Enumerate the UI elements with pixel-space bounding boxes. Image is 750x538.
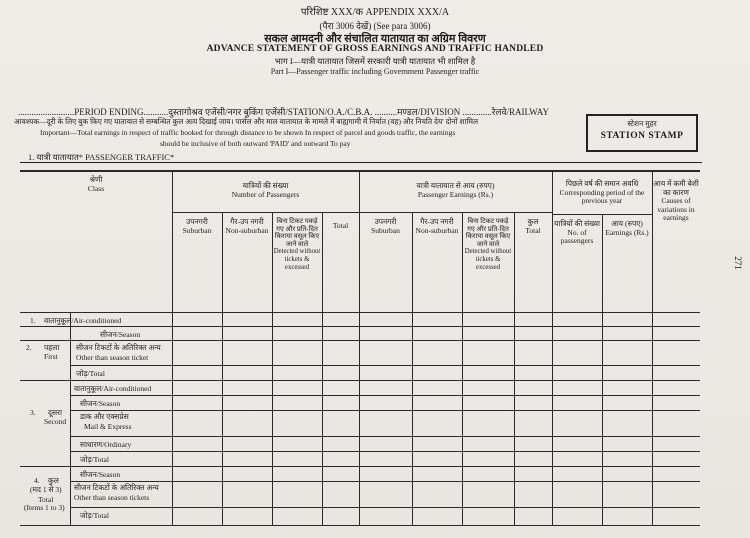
col-divider <box>652 170 653 525</box>
prev-earnings-header <box>602 220 652 237</box>
row3-mail-label: Mail & Express <box>84 422 132 431</box>
row2-hindi: पहला <box>44 343 60 352</box>
earnings-hindi: यात्री यातायात से आय (रुपए) <box>416 181 495 190</box>
earn-nonsub-header <box>412 218 462 235</box>
earn-total-en: Total <box>525 225 541 235</box>
col-divider <box>222 212 223 525</box>
earn-total-header <box>514 218 552 235</box>
row3-ac-label: वातानुकूल/Air-conditioned <box>74 384 152 393</box>
causes-hindi: आय में कमी बेशी का कारण <box>653 179 699 197</box>
section-title: 1. यात्री यातायात* PASSENGER TRAFFIC* <box>28 152 175 162</box>
row4-items-hindi: (मद 1 से 3) <box>30 485 62 494</box>
row2-total-label: जोड़/Total <box>76 369 105 378</box>
earn-detected-header <box>463 218 513 271</box>
class-header-en: Class <box>87 183 105 193</box>
num-passengers-en: Number of Passengers <box>231 189 300 199</box>
row4-total-label: Total <box>38 495 54 504</box>
prev-period-header <box>552 180 652 206</box>
suburban-header <box>172 218 222 235</box>
earn-nonsub-hindi: गैर-उप नगरी <box>420 217 454 226</box>
row-line <box>70 365 700 366</box>
row4-other-label: Other than season tickets <box>74 493 150 502</box>
row-line <box>70 451 700 452</box>
col-divider <box>514 212 515 525</box>
num-passengers-hindi: यात्रियों की संख्या <box>242 181 289 190</box>
earn-suburban-hindi: उपनगरी <box>374 217 397 226</box>
row4-season-label: सीजन/Season <box>80 470 121 479</box>
class-header-hindi: श्रेणी <box>89 175 103 184</box>
row-line <box>70 410 700 411</box>
row4-hindi: कुल <box>48 476 59 485</box>
para-reference: (पैरा 3006 देखें) (See para 3006) <box>319 21 431 31</box>
detected-header <box>273 218 321 271</box>
row-line <box>70 395 700 396</box>
detected-en: Detected without tickets & excessed <box>273 248 321 271</box>
row3-second-label: Second <box>44 417 67 426</box>
important-note: Important—Total earnings in respect of traffic booked for through distance to be shown In respect of parcel and goods traffic, the earnings <box>40 128 456 137</box>
suburban-en: Suburban <box>182 225 212 235</box>
row4-number: 4. <box>34 476 40 485</box>
row3-total-label: जोड़/Total <box>80 455 109 464</box>
row2-other-hindi: सीजन टिकटों के अतिरिक्त अन्य <box>76 343 161 352</box>
row2-other-label: Other than season ticket <box>76 353 149 362</box>
prev-period-hindi: पिछले वर्ष की समान अवधि <box>565 179 639 188</box>
earn-total-hindi: कुल <box>527 217 539 226</box>
earn-suburban-header <box>359 218 412 235</box>
nonsub-header <box>222 218 272 235</box>
earn-nonsub-en: Non-suburban <box>415 225 459 235</box>
row4-other-hindi: सीजन टिकटों के अतिरिक्त अन्य <box>74 483 159 492</box>
station-stamp-label: STATION STAMP <box>600 131 684 141</box>
page-side-number: 271 <box>732 256 743 270</box>
row1-ac-label: वातानुकूल/Air-conditioned <box>44 316 122 325</box>
num-passengers-header <box>172 182 359 199</box>
row3-season-label: सीजन/Season <box>80 399 121 408</box>
form-title: ADVANCE STATEMENT OF GROSS EARNINGS AND TRAFFIC HANDLED <box>206 44 544 54</box>
table-bottom-border <box>20 525 700 526</box>
total-en: Total <box>332 221 349 230</box>
earn-detected-en: Detected without tickets & excessed <box>464 248 512 271</box>
prev-period-en: Corresponding period of the previous year <box>559 187 645 205</box>
station-stamp-box <box>586 114 698 152</box>
col-divider <box>412 212 413 525</box>
part-title-hindi: भाग I—यात्री यातायात जिसमें सरकारी यात्री यातायात भी शामिल है <box>274 56 476 66</box>
causes-header <box>652 180 700 223</box>
class-header <box>20 176 172 193</box>
nonsub-en: Non-suburban <box>225 225 269 235</box>
appendix-title: परिशिष्ट XXX/क APPENDIX XXX/A <box>300 7 450 18</box>
station-stamp-hindi: स्टेशन मुहर <box>627 119 657 128</box>
prev-passengers-en: No. of passengers <box>560 227 594 245</box>
part-title: Part I—Passenger traffic including Government Passenger traffic <box>270 67 480 76</box>
row1-season-label: सीजन/Season <box>100 330 141 339</box>
earn-suburban-en: Suburban <box>371 225 400 235</box>
important-note-hindi: आवश्यक—दूरी के लिए बुक किए गए यातायात से सम्बन्धित कुल आय दिखाई जाय। पार्सल और माल यातायात के मामले में बाह्यगामी में निर्यात (वह) और नियति देय' दोनों शामिल <box>14 117 479 126</box>
table-top-border <box>20 170 700 172</box>
row2-first-label: First <box>44 352 58 361</box>
detected-hindi: बिना टिकट पकड़े गए और प्रति-दित किराया वसूल किए जाने वाले <box>274 218 320 248</box>
suburban-hindi: उपनगरी <box>186 217 208 226</box>
row-line <box>70 436 700 437</box>
important-note-continued: should be inclusive of both outward 'PAID' and outward To pay <box>160 139 351 148</box>
col-divider <box>322 212 323 525</box>
row3-number: 3. <box>30 408 36 417</box>
prev-passengers-header <box>552 220 602 246</box>
row-line <box>20 326 700 327</box>
row3-ordinary-label: साधारण/Ordinary <box>80 440 132 449</box>
period-ending-line: .........................PERIOD ENDING...........दुस्तागोश्रव एजेंसी/नगर बुकिंग एजेंसी/STATION/O.A./C.B.A. ..........मण्डल/DIVISION .............रेलवे/RAILWAY <box>18 107 549 117</box>
group-header-divider <box>172 212 552 213</box>
row3-mail-hindi: डाक और एक्सप्रेस <box>80 412 129 421</box>
row-line <box>70 507 700 508</box>
nonsub-hindi: गैर-उप नगरी <box>230 217 264 226</box>
row-line <box>20 466 700 467</box>
prev-earnings-en: Earnings (Rs.) <box>605 227 649 237</box>
causes-en: Causes of variations in earnings <box>657 196 695 222</box>
row4-grand-total-label: जोड़/Total <box>80 511 109 520</box>
row4-items-label: (Items 1 to 3) <box>24 503 65 512</box>
row-line <box>20 340 700 341</box>
total-header <box>322 222 359 231</box>
row1-number: 1. <box>30 316 36 325</box>
class-subcol-divider <box>70 312 71 525</box>
earnings-en: Passenger Earnings (Rs.) <box>417 189 494 199</box>
col-divider <box>602 214 603 525</box>
prev-earnings-hindi: आय (रुपए) <box>611 219 643 228</box>
row3-hindi: दूसरा <box>48 408 63 417</box>
title-hindi: सकल आमदनी और संचालित यातायात का अग्रिम विवरण <box>264 33 486 45</box>
header-bottom-border <box>20 312 700 313</box>
row2-number: 2. <box>26 343 32 352</box>
passenger-earnings-header <box>359 182 552 199</box>
row-line <box>20 380 700 381</box>
prev-passengers-hindi: यात्रियों की संख्या <box>554 219 600 228</box>
row-line <box>70 481 700 482</box>
earn-detected-hindi: बिना टिकट पकड़े गए और प्रति-दित किराया वसूल किए जाने वाले <box>465 218 511 248</box>
